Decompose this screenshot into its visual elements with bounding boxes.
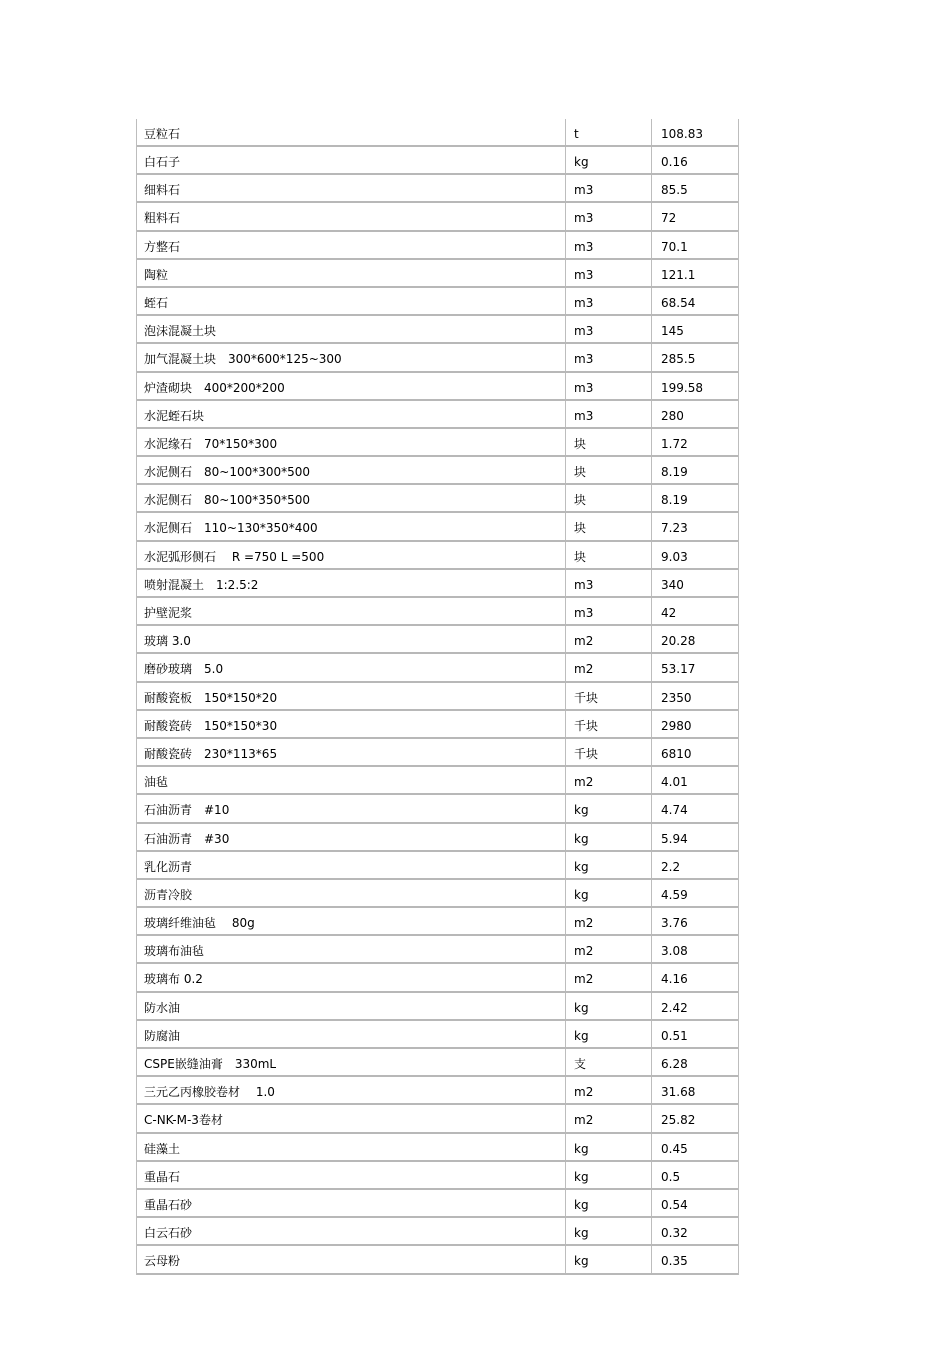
unit-cell: kg xyxy=(566,1021,652,1047)
price-cell: 108.83 xyxy=(661,127,703,141)
price-cell: 20.28 xyxy=(661,634,696,649)
unit-cell: kg xyxy=(566,824,652,850)
table-row xyxy=(137,598,738,626)
price-cell: 280 xyxy=(661,408,684,423)
material-name-cell: 耐酸瓷砖 150*150*30 xyxy=(137,711,566,737)
table-row xyxy=(137,993,738,1021)
unit-cell: m3 xyxy=(566,288,652,314)
unit-cell: m2 xyxy=(566,908,652,934)
table-row xyxy=(137,767,738,795)
table-row xyxy=(137,429,738,457)
unit-cell: 千块 xyxy=(566,683,652,709)
price-cell: 0.16 xyxy=(661,155,688,169)
material-name-cell: 耐酸瓷板 150*150*20 xyxy=(137,683,566,709)
price-cell: 4.01 xyxy=(661,775,688,790)
unit-cell: m2 xyxy=(566,1077,652,1103)
table-row xyxy=(137,711,738,739)
table-row xyxy=(137,908,738,936)
price-cell: 5.94 xyxy=(661,831,688,846)
material-name-cell: 水泥侧石 110~130*350*400 xyxy=(137,513,566,539)
unit-cell: kg xyxy=(566,1190,652,1216)
price-cell: 72 xyxy=(661,211,677,226)
material-name-cell: 玻璃布油毡 xyxy=(137,936,566,962)
table-row xyxy=(137,119,738,147)
table-row xyxy=(137,260,738,288)
price-cell: 25.82 xyxy=(661,1113,696,1128)
unit-cell: 千块 xyxy=(566,739,652,765)
unit-cell: kg xyxy=(566,852,652,878)
price-cell: 0.35 xyxy=(661,1254,688,1269)
material-name-cell: 重晶石 xyxy=(137,1162,566,1188)
table-row xyxy=(137,513,738,541)
table-row xyxy=(137,373,738,401)
price-cell: 0.54 xyxy=(661,1197,688,1212)
unit-cell: m3 xyxy=(566,232,652,258)
unit-cell: m3 xyxy=(566,570,652,596)
unit-cell: m3 xyxy=(566,316,652,342)
price-cell: 6810 xyxy=(661,746,692,761)
table-row xyxy=(137,457,738,485)
price-cell: 3.08 xyxy=(661,944,688,959)
unit-cell: kg xyxy=(566,1246,652,1272)
table-row xyxy=(137,344,738,372)
table-row xyxy=(137,626,738,654)
material-name-cell: 硅藻土 xyxy=(137,1134,566,1160)
unit-cell: kg xyxy=(566,147,652,173)
unit-cell: m2 xyxy=(566,626,652,652)
table-row xyxy=(137,824,738,852)
table-row xyxy=(137,316,738,344)
unit-cell: m3 xyxy=(566,373,652,399)
price-cell: 8.19 xyxy=(661,465,688,480)
table-row xyxy=(137,232,738,260)
material-name-cell: 沥青冷胶 xyxy=(137,880,566,906)
unit-cell: kg xyxy=(566,795,652,821)
unit-cell: m3 xyxy=(566,203,652,229)
price-cell: 0.51 xyxy=(661,1028,688,1043)
material-name-cell: 陶粒 xyxy=(137,260,566,286)
unit-cell: 块 xyxy=(566,542,652,568)
material-name-cell: 护壁泥浆 xyxy=(137,598,566,624)
table-row xyxy=(137,570,738,598)
price-cell: 0.45 xyxy=(661,1141,688,1156)
table-row xyxy=(137,1190,738,1218)
table-row xyxy=(137,1077,738,1105)
table-row xyxy=(137,203,738,231)
material-name-cell: 云母粉 xyxy=(137,1246,566,1272)
material-name-cell: 水泥侧石 80~100*300*500 xyxy=(137,457,566,483)
material-name-cell: 水泥蛭石块 xyxy=(137,401,566,427)
price-cell: 3.76 xyxy=(661,916,688,931)
unit-cell: m2 xyxy=(566,1105,652,1131)
material-name-cell: 白石子 xyxy=(137,147,566,173)
table-row xyxy=(137,795,738,823)
price-cell: 121.1 xyxy=(661,267,696,282)
price-cell: 6.28 xyxy=(661,1057,688,1071)
table-row xyxy=(137,1021,738,1049)
price-cell: 8.19 xyxy=(661,493,688,508)
unit-cell: m2 xyxy=(566,654,652,680)
table-row xyxy=(137,852,738,880)
material-name-cell: 油毡 xyxy=(137,767,566,793)
material-name-cell: C-NK-M-3卷材 xyxy=(137,1105,566,1131)
material-name-cell: 耐酸瓷砖 230*113*65 xyxy=(137,739,566,765)
unit-cell: 块 xyxy=(566,513,652,539)
table-row xyxy=(137,683,738,711)
price-cell: 31.68 xyxy=(661,1085,696,1100)
table-row xyxy=(137,401,738,429)
table-row xyxy=(137,936,738,964)
unit-cell: kg xyxy=(566,1134,652,1160)
material-name-cell: 白云石砂 xyxy=(137,1218,566,1244)
unit-cell: 块 xyxy=(566,429,652,455)
table-row xyxy=(137,542,738,570)
table-row xyxy=(137,739,738,767)
table-row xyxy=(137,654,738,682)
material-name-cell: 方整石 xyxy=(137,232,566,258)
material-name-cell: 泡沫混凝土块 xyxy=(137,316,566,342)
material-name-cell: 三元乙丙橡胶卷材 1.0 xyxy=(137,1077,566,1103)
unit-cell: m2 xyxy=(566,936,652,962)
price-cell: 285.5 xyxy=(661,352,696,367)
price-cell: 0.32 xyxy=(661,1226,688,1241)
table-row xyxy=(137,1162,738,1190)
price-cell: 2.2 xyxy=(661,859,681,874)
table-row xyxy=(137,147,738,175)
unit-cell: kg xyxy=(566,1218,652,1244)
table-row xyxy=(137,880,738,908)
material-name-cell: 石油沥青 #10 xyxy=(137,795,566,821)
material-name-cell: CSPE嵌缝油膏 330mL xyxy=(137,1049,566,1075)
table-row xyxy=(137,1105,738,1133)
material-name-cell: 水泥侧石 80~100*350*500 xyxy=(137,485,566,511)
price-cell: 4.16 xyxy=(661,972,688,987)
unit-cell: m2 xyxy=(566,964,652,990)
price-cell: 42 xyxy=(661,606,677,620)
material-name-cell: 防水油 xyxy=(137,993,566,1019)
price-cell: 199.58 xyxy=(661,380,703,395)
price-cell: 7.23 xyxy=(661,521,688,536)
table-row xyxy=(137,1049,738,1077)
material-name-cell: 石油沥青 #30 xyxy=(137,824,566,850)
material-name-cell: 蛭石 xyxy=(137,288,566,314)
table-row xyxy=(137,1134,738,1162)
price-cell: 70.1 xyxy=(661,239,688,254)
price-cell: 0.5 xyxy=(661,1169,681,1184)
unit-cell: m3 xyxy=(566,344,652,370)
price-cell: 340 xyxy=(661,577,684,592)
material-price-table xyxy=(136,119,739,1275)
table-row xyxy=(137,485,738,513)
unit-cell: m3 xyxy=(566,598,652,624)
material-name-cell: 炉渣砌块 400*200*200 xyxy=(137,373,566,399)
unit-cell: kg xyxy=(566,880,652,906)
material-name-cell: 玻璃布 0.2 xyxy=(137,964,566,990)
material-name-cell: 乳化沥青 xyxy=(137,852,566,878)
material-name-cell: 豆粒石 xyxy=(137,119,566,145)
material-name-cell: 水泥缘石 70*150*300 xyxy=(137,429,566,455)
unit-cell: 支 xyxy=(566,1049,652,1075)
unit-cell: 千块 xyxy=(566,711,652,737)
price-cell: 2980 xyxy=(661,718,692,733)
unit-cell: 块 xyxy=(566,457,652,483)
price-cell: 145 xyxy=(661,324,684,339)
price-cell: 53.17 xyxy=(661,662,696,677)
material-name-cell: 磨砂玻璃 5.0 xyxy=(137,654,566,680)
price-cell: 2.42 xyxy=(661,1000,688,1015)
table-row xyxy=(137,1218,738,1246)
price-cell: 68.54 xyxy=(661,295,696,310)
price-cell: 4.74 xyxy=(661,803,688,818)
unit-cell: kg xyxy=(566,1162,652,1188)
price-cell: 2350 xyxy=(661,690,692,705)
material-name-cell: 水泥弧形侧石 R =750 L =500 xyxy=(137,542,566,568)
unit-cell: 块 xyxy=(566,485,652,511)
table-row xyxy=(137,964,738,992)
unit-cell: t xyxy=(566,119,652,145)
material-name-cell: 防腐油 xyxy=(137,1021,566,1047)
unit-cell: m3 xyxy=(566,401,652,427)
price-cell: 9.03 xyxy=(661,549,688,564)
price-cell: 4.59 xyxy=(661,887,688,902)
table-row xyxy=(137,175,738,203)
unit-cell: m3 xyxy=(566,260,652,286)
material-name-cell: 玻璃 3.0 xyxy=(137,626,566,652)
material-name-cell: 喷射混凝土 1:2.5:2 xyxy=(137,570,566,596)
table-row xyxy=(137,288,738,316)
unit-cell: m3 xyxy=(566,175,652,201)
material-name-cell: 重晶石砂 xyxy=(137,1190,566,1216)
material-name-cell: 细料石 xyxy=(137,175,566,201)
table-row xyxy=(137,1246,738,1274)
material-name-cell: 玻璃纤维油毡 80g xyxy=(137,908,566,934)
unit-cell: kg xyxy=(566,993,652,1019)
price-cell: 1.72 xyxy=(661,436,688,451)
price-cell: 85.5 xyxy=(661,183,688,198)
material-name-cell: 粗料石 xyxy=(137,203,566,229)
unit-cell: m2 xyxy=(566,767,652,793)
material-name-cell: 加气混凝土块 300*600*125~300 xyxy=(137,344,566,370)
